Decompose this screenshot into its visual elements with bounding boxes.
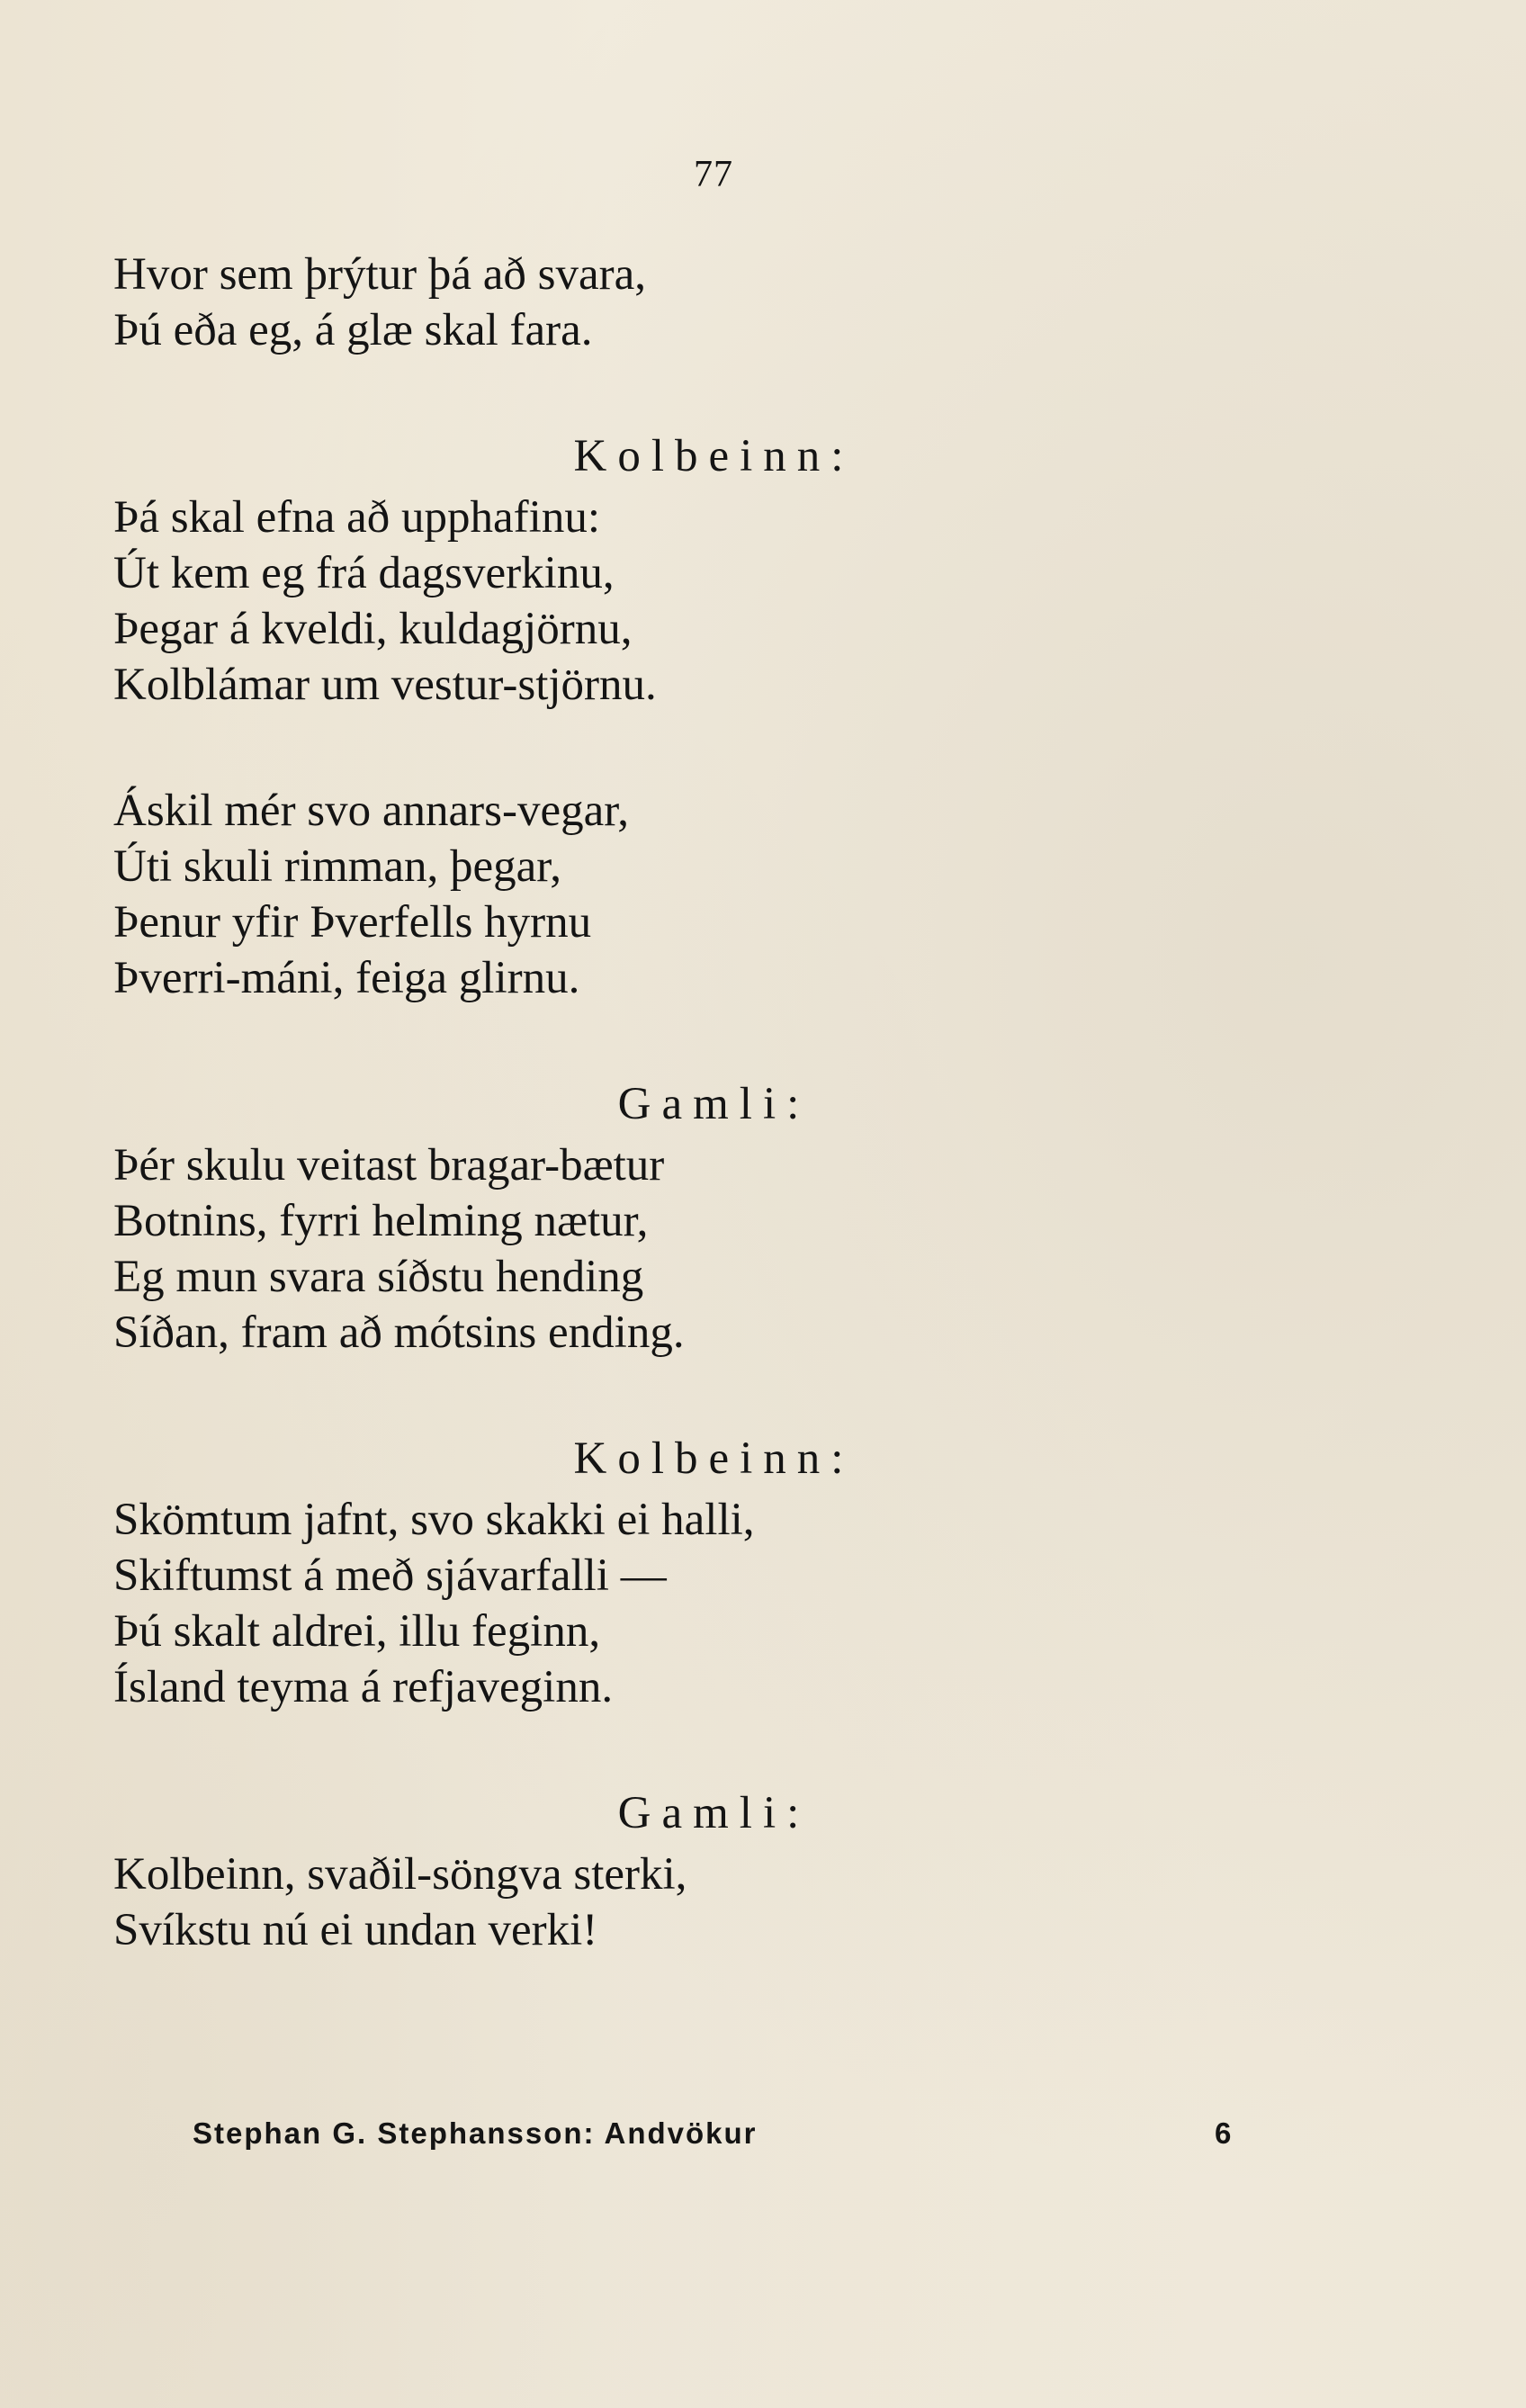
verse-line: Ísland teyma á refjaveginn. bbox=[113, 1662, 614, 1712]
speaker-name: Gamli: bbox=[617, 1788, 811, 1838]
running-title: Stephan G. Stephansson: Andvökur bbox=[193, 2116, 758, 2150]
verse-line: Út kem eg frá dagsverkinu, bbox=[113, 548, 615, 598]
speaker-name: Gamli: bbox=[617, 1079, 811, 1129]
verse-line: Þenur yfir Þverfells hyrnu bbox=[113, 897, 592, 948]
verse-line: Úti skuli rimman, þegar, bbox=[113, 841, 561, 892]
verse-line: Þú eða eg, á glæ skal fara. bbox=[113, 305, 593, 355]
verse-line: Áskil mér svo annars-vegar, bbox=[113, 786, 629, 836]
verse-line: Kolbeinn, svaðil-söngva sterki, bbox=[113, 1849, 687, 1900]
verse-line: Þegar á kveldi, kuldagjörnu, bbox=[113, 604, 633, 654]
verse-line: Þú skalt aldrei, illu feginn, bbox=[113, 1606, 601, 1657]
verse-line: Kolblámar um vestur-stjörnu. bbox=[113, 660, 657, 710]
verse-line: Botnins, fyrri helming nætur, bbox=[113, 1196, 649, 1246]
speaker-name: Kolbeinn: bbox=[573, 431, 855, 481]
verse-line: Hvor sem þrýtur þá að svara, bbox=[113, 249, 646, 300]
poem-body bbox=[113, 247, 1283, 1958]
stanza bbox=[113, 1137, 1283, 1361]
verse-line: Skiftumst á með sjávarfalli — bbox=[113, 1550, 667, 1601]
stanza bbox=[113, 783, 1283, 1006]
page-number: 77 bbox=[694, 154, 733, 195]
verse-line: Þverri-máni, feiga glirnu. bbox=[113, 953, 580, 1003]
verse-line: Eg mun svara síðstu hending bbox=[113, 1252, 644, 1302]
stanza bbox=[113, 1492, 1283, 1715]
stanza bbox=[113, 490, 1283, 713]
speaker-name: Kolbeinn: bbox=[573, 1433, 855, 1484]
verse-line: Skömtum jafnt, svo skakki ei halli, bbox=[113, 1495, 755, 1545]
stanza bbox=[113, 1846, 1283, 1958]
verse-line: Síðan, fram að mótsins ending. bbox=[113, 1307, 685, 1358]
page-footer bbox=[193, 2116, 1272, 2151]
verse-line: Þér skulu veitast bragar-bætur bbox=[113, 1140, 665, 1191]
verse-line: Þá skal efna að upphafinu: bbox=[113, 492, 601, 543]
signature-mark: 6 bbox=[1215, 2116, 1234, 2150]
stanza bbox=[113, 247, 1283, 358]
verse-line: Svíkstu nú ei undan verki! bbox=[113, 1905, 598, 1955]
